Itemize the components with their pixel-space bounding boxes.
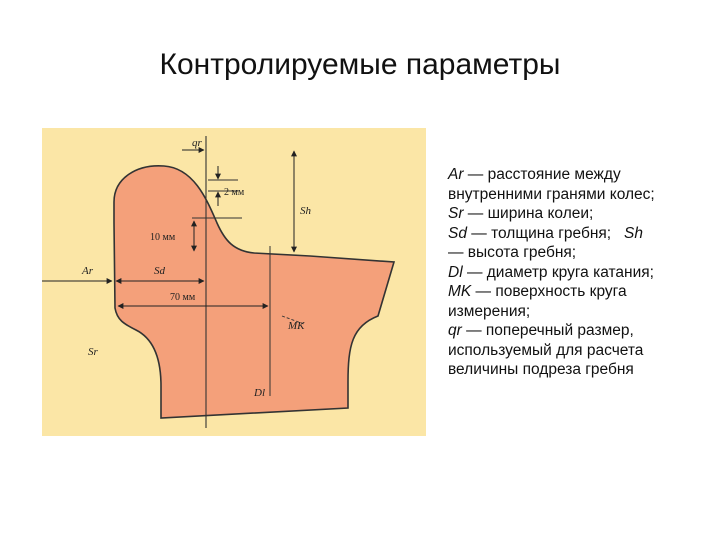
legend-text: измерения; — [448, 302, 531, 320]
legend-abbr: MK — [448, 283, 472, 300]
dl-label: Dl — [254, 387, 265, 399]
sh-label: Sh — [300, 205, 311, 217]
legend-abbr: Ar — [448, 166, 464, 183]
legend-line-6 — [448, 263, 708, 283]
legend-line-3 — [448, 204, 708, 224]
legend-line-1 — [448, 165, 708, 185]
legend-text: — расстояние между — [463, 166, 621, 183]
legend-abbr: Sh — [624, 224, 643, 242]
two-mm-label: 2 мм — [224, 187, 245, 198]
qr-label: qr — [192, 137, 202, 149]
legend-text: — диаметр круга катания; — [462, 263, 654, 281]
legend-line-11 — [448, 360, 708, 380]
slide-title: Контролируемые параметры — [159, 48, 561, 81]
legend-abbr: Dl — [448, 263, 463, 281]
legend-line-10 — [448, 341, 708, 361]
legend-text: — высота гребня; — [448, 244, 577, 261]
legend-line-2 — [448, 185, 708, 205]
legend-abbr: Sr — [448, 205, 464, 222]
sd-label: Sd — [154, 265, 165, 277]
seventy-mm-label: 70 мм — [170, 292, 196, 303]
legend-text: — ширина колеи; — [463, 205, 594, 222]
legend-line-8 — [448, 302, 708, 322]
legend-line-4 — [448, 224, 708, 244]
legend-line-9 — [448, 321, 708, 341]
legend-abbr: qr — [448, 322, 462, 339]
legend-text: — поверхность круга — [471, 283, 627, 300]
parameter-legend — [448, 165, 708, 380]
ar-label: Ar — [82, 265, 93, 277]
legend-text: используемый для расчета — [448, 341, 644, 359]
legend-line-7 — [448, 282, 708, 302]
legend-text: — толщина гребня; — [466, 224, 612, 242]
legend-abbr: Sd — [448, 224, 467, 242]
sr-label: Sr — [88, 346, 98, 358]
legend-text: внутренними гранями колес; — [448, 185, 655, 203]
legend-text: величины подреза гребня — [448, 361, 634, 378]
diagram-canvas — [42, 128, 426, 436]
wheel-profile-diagram — [42, 128, 426, 436]
mk-label: MK — [288, 320, 305, 332]
legend-text: — поперечный размер, — [461, 322, 634, 339]
ten-mm-label: 10 мм — [150, 232, 176, 243]
legend-line-5 — [448, 243, 708, 263]
